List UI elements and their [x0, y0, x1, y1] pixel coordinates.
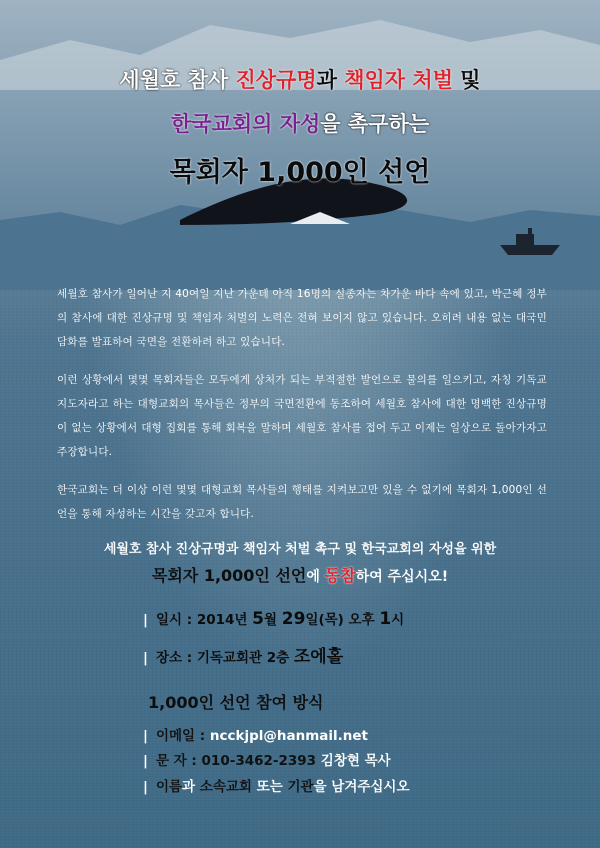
paragraph-2: 이런 상황에서 몇몇 목회자들은 모두에게 상처가 되는 부적절한 발언으로 물의를 일으키고, 자칭 기독교 지도자라고 하는 대형교회의 목사들은 정부의 국면전환에 동조하여 세월호 참사에 대한 명백한 진상규명이 없는 상황에서 대형 집회를 통해 회복을 말하며 세월호 참사를 접어 두고 이제는 일상으로 돌아가자고 주장합니다. — [57, 374, 547, 458]
paragraph-1: 세월호 참사가 일어난 지 40여일 지난 가운데 아직 16명의 실종자는 차가운 바다 속에 있고, 박근혜 정부의 참사에 대한 진상규명 및 책임자 처벌의 노력은 전혀 보이지 않고 있습니다. 오히려 내용 없는 대국민담화를 발표하여 국면을 전환하려 하고 있습니다. — [57, 288, 547, 348]
method-title: 1,000인 선언 참여 방식 — [148, 693, 324, 712]
title-line-1: 세월호 참사 진상규명과 책임자 처벌 및 — [119, 68, 481, 92]
note-row: | 이름과 소속교회 또는 기관을 남겨주십시오 — [143, 779, 410, 795]
email-row: | 이메일 : ncckjpl@hanmail.net — [143, 728, 368, 744]
paragraph-3: 한국교회는 더 이상 이런 몇몇 대형교회 목사들의 행태를 지켜보고만 있을 수 없기에 목회자 1,000인 선언을 통해 자성하는 시간을 갖고자 합니다. — [57, 484, 547, 520]
call-line-2: 목회자 1,000인 선언에 동참하여 주십시오! — [151, 566, 449, 585]
sea-ferry-illustration — [0, 0, 600, 290]
phone-row: | 문 자 : 010-3462-2393 김창현 목사 — [143, 753, 391, 769]
event-place: | 장소 : 기독교회관 2층 조에홀 — [143, 647, 344, 667]
event-date: | 일시 : 2014년 5월 29일(목) 오후 1시 — [143, 609, 405, 629]
phone-number: 010-3462-2393 — [201, 753, 317, 769]
call-line-1: 세월호 참사 진상규명과 책임자 처벌 촉구 및 한국교회의 자성을 위한 — [103, 542, 497, 557]
title-line-2: 한국교회의 자성을 촉구하는 — [170, 112, 430, 136]
email-address: ncckjpl@hanmail.net — [209, 728, 368, 744]
title-line-3: 목회자 1,000인 선언 — [169, 157, 431, 188]
